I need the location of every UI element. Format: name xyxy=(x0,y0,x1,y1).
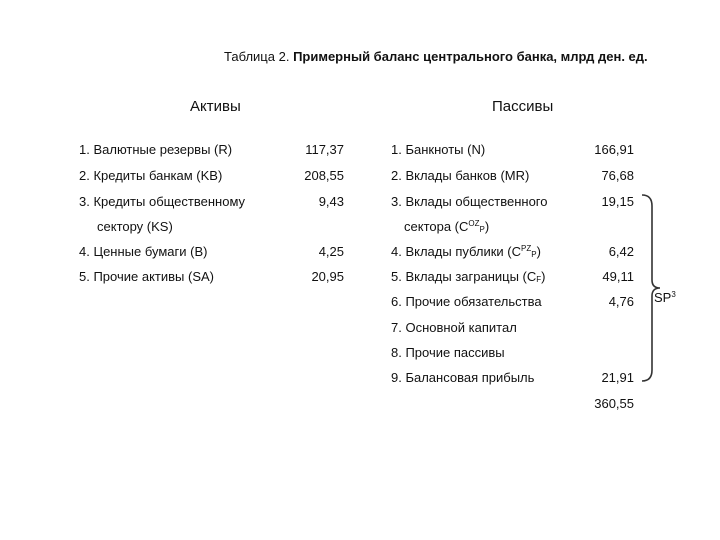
liability-value-9: 21,91 xyxy=(601,370,634,385)
liability-label-4: 4. Вклады публики $(C^{PZ}_P)$ xyxy=(391,244,541,259)
bracket-label: $SP^3$ xyxy=(654,290,676,305)
liabilities-header: Пассивы xyxy=(492,98,554,115)
asset-value-2: 208,55 xyxy=(304,168,344,183)
table-caption xyxy=(224,49,648,64)
liabilities-total: 360,55 xyxy=(594,396,634,411)
asset-value-1: 117,37 xyxy=(305,142,344,157)
asset-value-3: 9,43 xyxy=(318,194,344,209)
liability-value-6: 4,76 xyxy=(608,294,634,309)
asset-value-5: 20,95 xyxy=(311,269,344,284)
asset-label-4: 4. Ценные бумаги (B) xyxy=(79,244,208,259)
asset-label-1: 1. Валютные резервы (R) xyxy=(79,142,233,157)
assets-header: Активы xyxy=(190,98,241,115)
liability-value-3: 19,15 xyxy=(601,194,634,209)
liability-label-5: 5. Вклады заграницы $(C_F)$ xyxy=(391,269,546,284)
liability-label-3: 3. Вклады общественного xyxy=(391,194,548,209)
liability-value-4: 6,42 xyxy=(608,244,634,259)
liability-label-6: 6. Прочие обязательства xyxy=(391,294,542,309)
liability-label-1: 1. Банкноты (N) xyxy=(391,142,486,157)
liability-label-2: 2. Вклады банков (MR) xyxy=(391,168,530,183)
liability-label-9: 9. Балансовая прибыль xyxy=(391,370,535,385)
liability-value-2: 76,68 xyxy=(601,168,634,183)
liability-value-1: 166,91 xyxy=(594,142,634,157)
caption-title: Примерный баланс центрального банка, млрд ден. ед. xyxy=(293,49,648,64)
asset-label-2: 2. Кредиты банкам (KB) xyxy=(79,168,223,183)
asset-label-3: 3. Кредиты общественному xyxy=(79,194,246,209)
asset-value-4: 4,25 xyxy=(318,244,344,259)
liability-value-5: 49,11 xyxy=(602,269,634,284)
liability-label-8: 8. Прочие пассивы xyxy=(391,345,505,360)
asset-label-3-cont: сектору (KS) xyxy=(97,219,173,234)
liability-label-3-cont: сектора $(C^{OZ}_P)$ xyxy=(404,219,490,234)
liability-label-7: 7. Основной капитал xyxy=(391,320,517,335)
caption-prefix: Таблица 2. xyxy=(224,49,290,64)
asset-label-5: 5. Прочие активы (SA) xyxy=(79,269,214,284)
curly-brace-icon xyxy=(640,194,664,382)
